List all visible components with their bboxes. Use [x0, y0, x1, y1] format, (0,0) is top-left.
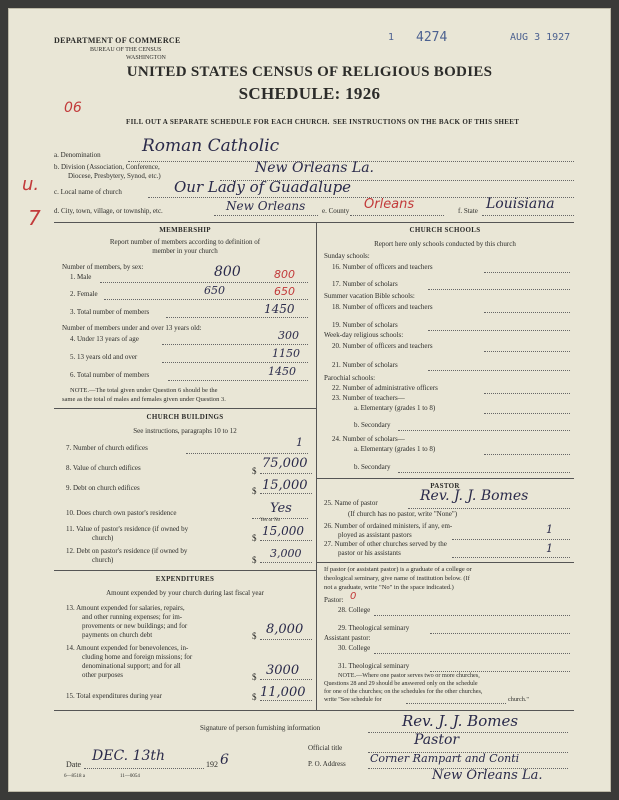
q18-label: 18. Number of officers and teachers [332, 303, 433, 311]
census-schedule-page [8, 8, 611, 792]
q1-value: 800 [214, 264, 241, 280]
q3-value: 1450 [264, 302, 295, 316]
q16-label: 16. Number of officers and teachers [332, 263, 433, 271]
q24a-label: a. Elementary (grades 1 to 8) [354, 445, 436, 453]
membership-intro: Report number of members according to definition of [109, 238, 261, 246]
q13-dollar: $ [252, 631, 257, 641]
members-by-sex: Number of members, by sex: [62, 263, 144, 271]
pastor-note-2: Questions 28 and 29 should be answered only on the schedule [324, 680, 478, 687]
state-label: f. State [458, 207, 478, 215]
year-value: 6 [220, 752, 229, 768]
q1-check: 800 [274, 268, 295, 281]
q23-label: 23. Number of teachers— [332, 394, 405, 402]
q19-label: 19. Number of scholars [332, 321, 398, 329]
graduate-note: If pastor (or assistant pastor) is a graduate of a college or [324, 566, 472, 573]
q2-label: 2. Female [70, 290, 98, 298]
graduate-note-3: not a graduate, write "No" in the space indicated.) [324, 584, 454, 591]
q8-value: 75,000 [262, 456, 308, 471]
q7-value: 1 [296, 436, 303, 449]
q5-value: 1150 [272, 347, 300, 360]
q6-value: 1450 [268, 365, 296, 378]
local-name-label: c. Local name of church [54, 188, 122, 196]
q9-value: 15,000 [262, 478, 308, 493]
local-name-value: Our Lady of Guadalupe [174, 178, 352, 196]
buildings-intro: See instructions, paragraphs 10 to 12 [133, 427, 237, 435]
county-value: Orleans [364, 197, 415, 212]
buildings-title: CHURCH BUILDINGS [146, 413, 224, 421]
q27-label: 27. Number of other churches served by the [324, 540, 447, 548]
po-address-value-2: New Orleans La. [432, 768, 543, 783]
q25-value: Rev. J. J. Bomes [420, 488, 529, 504]
q10-value: Yes [270, 501, 292, 516]
q13-label: 13. Amount expended for salaries, repairs, [66, 604, 185, 612]
pastor-note-4: write "See schedule for [324, 696, 382, 703]
sunday-schools-label: Sunday schools: [324, 252, 370, 260]
membership-title: MEMBERSHIP [159, 226, 211, 234]
division-label-2: Diocese, Presbytery, Synod, etc.) [68, 172, 161, 180]
q10-hint: Yes or No [260, 518, 281, 523]
q21-label: 21. Number of scholars [332, 361, 398, 369]
assistant-pastor-subhead: Assistant pastor: [324, 634, 371, 642]
membership-note-2: same as the total of males and females given under Question 3. [62, 396, 226, 403]
q31-label: 31. Theological seminary [338, 662, 410, 670]
pastor-title: PASTOR [430, 482, 460, 490]
department-label: DEPARTMENT OF COMMERCE [54, 36, 181, 45]
q27-value: 1 [546, 542, 553, 555]
form-code-2: 11—0054 [120, 774, 140, 779]
red-margin-mark-2: 7 [28, 206, 41, 230]
q25-label: 25. Name of pastor [324, 499, 378, 507]
q14-dollar: $ [252, 672, 257, 682]
red-mark-06: 06 [64, 100, 82, 116]
po-address-value: Corner Rampart and Conti [370, 752, 520, 765]
q11-label-2: church) [92, 534, 114, 542]
q6-label: 6. Total number of members [70, 371, 150, 379]
denomination-value: Roman Catholic [142, 136, 280, 156]
county-label: e. County [322, 207, 350, 215]
q9-label: 9. Debt on church edifices [66, 484, 140, 492]
state-value: Louisiana [486, 196, 555, 212]
summer-schools-label: Summer vacation Bible schools: [324, 292, 415, 300]
q9-dollar: $ [252, 486, 257, 496]
stamp-prefix: 1 [388, 32, 395, 43]
division-value: New Orleans La. [255, 160, 374, 176]
q13-label-2: and other running expenses; for im- [82, 613, 183, 621]
city-label: WASHINGTON [126, 55, 166, 61]
form-subtitle: SCHEDULE: 1926 [238, 84, 381, 103]
q26-label-2: ployed as assistant pastors [338, 531, 412, 539]
age-intro: Number of members under and over 13 years old: [62, 324, 202, 332]
graduate-note-2: theological seminary, give name of institution below. (If [324, 575, 470, 582]
q2-value: 650 [204, 284, 225, 297]
q11-value: 15,000 [262, 524, 304, 538]
city-field-label: d. City, town, village, or township, etc. [54, 207, 163, 215]
q27-label-2: pastor or his assistants [338, 549, 401, 557]
red-margin-mark: u. [22, 174, 40, 195]
q11-label: 11. Value of pastor's residence (if owned by [66, 525, 189, 533]
pastor-note-3: for one of the churches; on the schedules for the other churches, [324, 688, 483, 695]
q10-label: 10. Does church own pastor's residence [66, 509, 177, 517]
instruction-left: FILL OUT A SEPARATE SCHEDULE FOR EACH CHURCH. [126, 118, 330, 126]
schools-title: CHURCH SCHOOLS [409, 226, 481, 234]
q15-dollar: $ [252, 692, 257, 702]
q15-value: 11,000 [260, 685, 306, 700]
q24b-label: b. Secondary [354, 463, 391, 471]
expenditures-title: EXPENDITURES [155, 575, 215, 583]
q14-label-3: denominational support; and for all [82, 662, 181, 670]
form-title: UNITED STATES CENSUS OF RELIGIOUS BODIES [126, 64, 493, 80]
q12-dollar: $ [252, 555, 257, 565]
city-field-value: New Orleans [226, 199, 306, 213]
q4-value: 300 [278, 329, 299, 342]
pastor-note: NOTE.—Where one pastor serves two or more churches, [338, 672, 480, 679]
signature-label: Signature of person furnishing information [200, 724, 321, 732]
q14-label-4: other purposes [82, 671, 124, 679]
date-value: DEC. 13th [92, 748, 166, 764]
q20-label: 20. Number of officers and teachers [332, 342, 433, 350]
q1-label: 1. Male [70, 273, 92, 281]
year-prefix: 192 [206, 760, 218, 769]
official-title-value: Pastor [414, 732, 460, 748]
q23b-label: b. Secondary [354, 421, 391, 429]
q26-label: 26. Number of ordained ministers, if any, em- [324, 522, 453, 530]
q12-label-2: church) [92, 556, 114, 564]
q13-label-3: provements or new buildings; and for [82, 622, 188, 630]
q8-label: 8. Value of church edifices [66, 464, 141, 472]
membership-note: NOTE.—The total given under Question 6 should be the [70, 387, 218, 394]
date-label: Date [66, 760, 82, 769]
expenditures-intro: Amount expended by your church during last fiscal year [106, 589, 264, 597]
q22-label: 22. Number of administrative officers [332, 384, 438, 392]
po-address-label: P. O. Address [308, 760, 346, 768]
division-label: b. Division (Association, Conference, [54, 163, 160, 171]
q30-label: 30. College [338, 644, 371, 652]
q26-value: 1 [546, 523, 553, 536]
weekday-schools-label: Week-day religious schools: [324, 331, 404, 339]
schools-intro: Report here only schools conducted by this church [374, 240, 516, 248]
q13-value: 8,000 [266, 622, 304, 637]
q11-dollar: $ [252, 533, 257, 543]
q2-check: 650 [274, 285, 295, 298]
q24-label: 24. Number of scholars— [332, 435, 405, 443]
membership-intro-2: member in your church [152, 247, 218, 255]
instruction-right: SEE INSTRUCTIONS ON THE BACK OF THIS SHEET [333, 118, 520, 126]
q7-label: 7. Number of church edifices [66, 444, 148, 452]
denomination-label: a. Denomination [54, 151, 101, 159]
stamp-number: 4274 [416, 30, 448, 45]
q28-label: 28. College [338, 606, 371, 614]
form-code: 6—8518 a [64, 774, 85, 779]
q14-label: 14. Amount expended for benevolences, in- [66, 644, 189, 652]
q3-label: 3. Total number of members [70, 308, 150, 316]
q23a-label: a. Elementary (grades 1 to 8) [354, 404, 436, 412]
q15-label: 15. Total expenditures during year [66, 692, 162, 700]
pastor-note-5: church." [508, 696, 529, 703]
official-title-label: Official title [308, 744, 343, 752]
q29-label: 29. Theological seminary [338, 624, 410, 632]
q4-label: 4. Under 13 years of age [70, 335, 139, 343]
q25-hint: (If church has no pastor, write "None") [348, 510, 458, 518]
q12-value: 3,000 [270, 547, 302, 560]
signature-value: Rev. J. J. Bomes [402, 712, 519, 730]
q17-label: 17. Number of scholars [332, 280, 398, 288]
pastor-mark: 0 [350, 591, 357, 602]
bureau-label: BUREAU OF THE CENSUS [90, 47, 162, 53]
q14-value: 3000 [266, 663, 300, 678]
parochial-schools-label: Parochial schools: [324, 374, 376, 382]
q5-label: 5. 13 years old and over [70, 353, 138, 361]
q13-label-4: payments on church debt [82, 631, 153, 639]
stamp-date: AUG 3 1927 [510, 32, 571, 43]
q12-label: 12. Debt on pastor's residence (if owned by [66, 547, 188, 555]
q14-label-2: cluding home and foreign missions; for [82, 653, 193, 661]
pastor-subhead: Pastor: [324, 596, 344, 604]
q8-dollar: $ [252, 466, 257, 476]
